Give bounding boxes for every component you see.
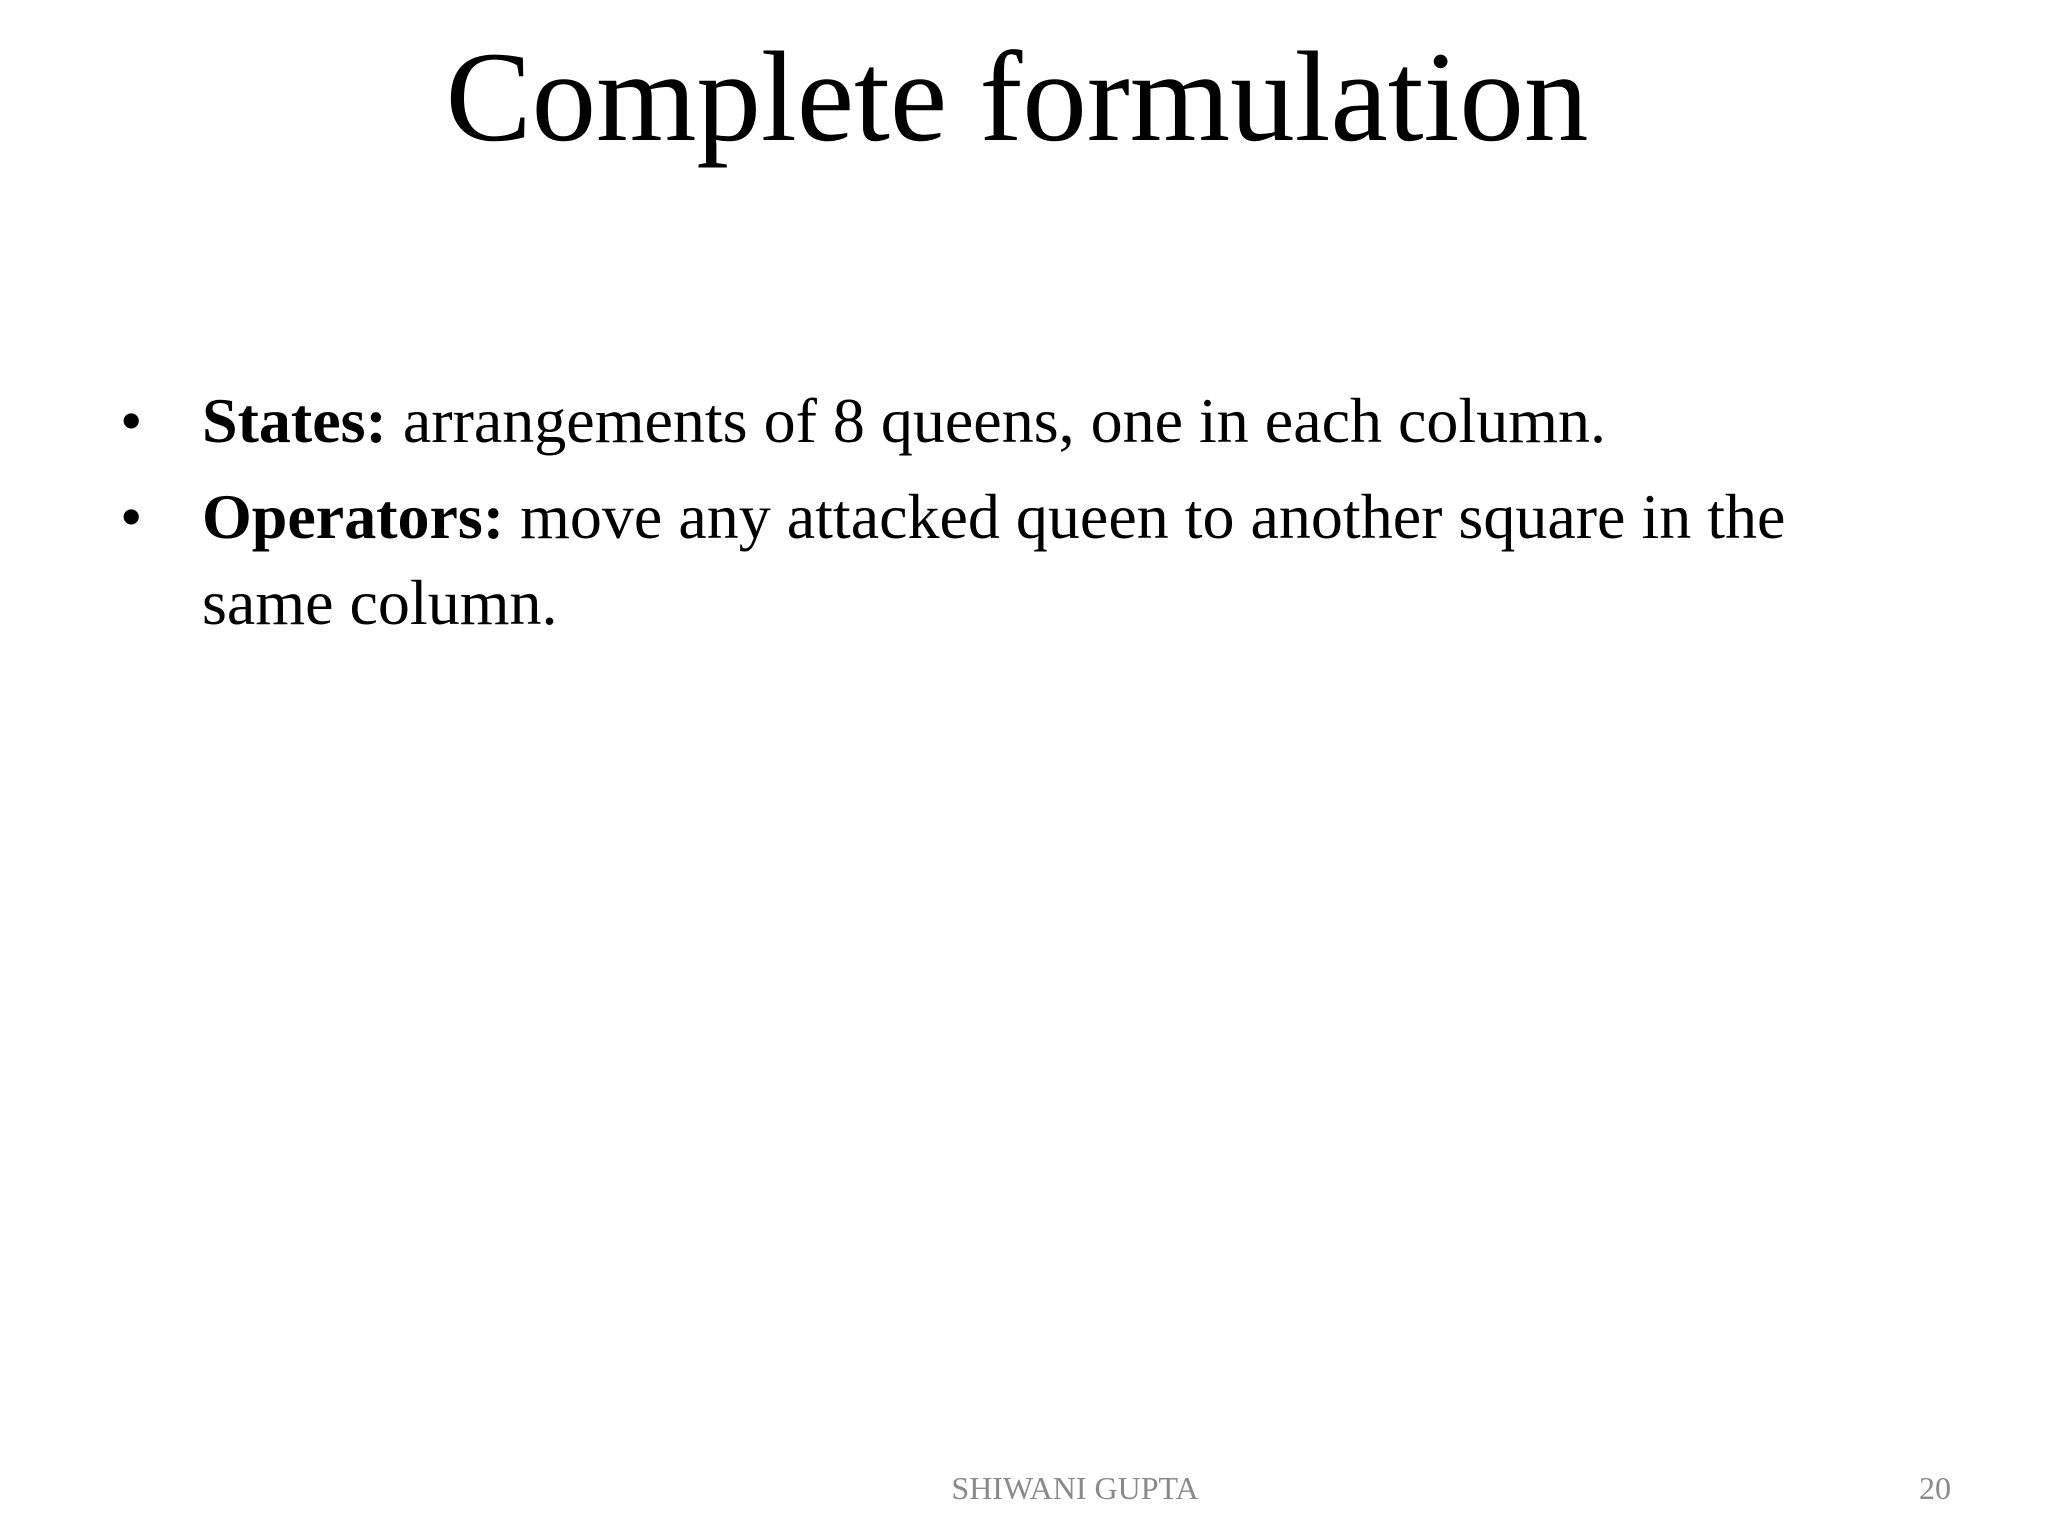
bullet-item-operators [120, 474, 1920, 646]
slide-title: Complete formulation [445, 25, 1589, 168]
bullet-item-states [120, 378, 1920, 464]
footer-author: SHIWANI GUPTA [951, 1470, 1199, 1506]
bullet-term: States: [202, 385, 387, 456]
bullet-marker: • [120, 385, 143, 456]
bullet-marker: • [120, 481, 143, 552]
bullet-text: arrangements of 8 queens, one in each column. [386, 385, 1606, 456]
bullet-text: move any attacked queen to another square in the same column. [202, 481, 1786, 638]
bullet-term: Operators: [202, 481, 505, 552]
bullet-list [120, 378, 1920, 656]
page-number: 20 [1919, 1470, 1951, 1506]
